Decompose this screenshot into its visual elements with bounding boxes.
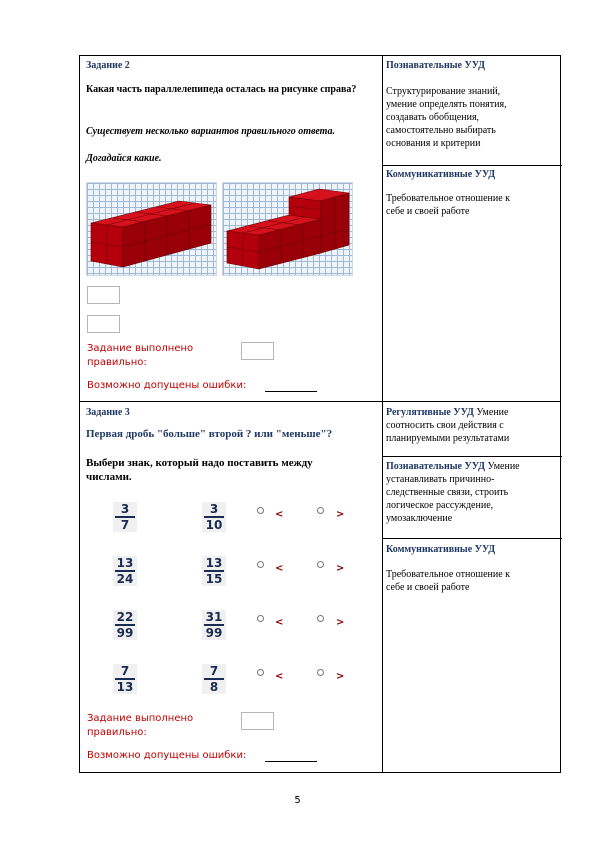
less-radio[interactable] (257, 507, 264, 514)
task3-cognitive-block: Познавательные УУД Умение устанавливать причинно- следственные связи, строить логическое рассуждение, умозаключение (386, 461, 520, 524)
task3-errors-line[interactable] (265, 761, 317, 762)
task2-errors-label: Возможно допущены ошибки: (87, 380, 247, 391)
column-divider (382, 56, 383, 772)
row-divider (80, 401, 560, 402)
full-parallelepiped-image (86, 182, 217, 276)
task3-score-box[interactable] (241, 712, 274, 730)
fraction-right: 3 10 (202, 502, 226, 532)
uud-table (79, 55, 561, 773)
fraction-right: 7 8 (202, 664, 226, 694)
greater-sign: > (336, 617, 345, 628)
task3-question: Первая дробь "больше" второй ? или "меньше"? (86, 428, 333, 440)
less-sign: < (275, 671, 284, 682)
page-number: 5 (294, 795, 301, 806)
task3-done-label: Задание выполнено (87, 713, 194, 724)
fraction-left: 7 13 (113, 664, 137, 694)
answer-box-2[interactable] (87, 315, 120, 333)
less-radio[interactable] (257, 561, 264, 568)
greater-sign: > (336, 671, 345, 682)
greater-sign: > (336, 509, 345, 520)
less-radio[interactable] (257, 615, 264, 622)
answer-box-1[interactable] (87, 286, 120, 304)
task2-done-label-2: правильно: (87, 357, 147, 368)
task2-title: Задание 2 (86, 60, 130, 71)
task2-communicative-title: Коммуникативные УУД (386, 169, 496, 180)
fraction-left: 13 24 (113, 556, 137, 586)
task2-errors-line[interactable] (265, 391, 317, 392)
greater-radio[interactable] (317, 669, 324, 676)
fraction-right: 13 15 (202, 556, 226, 586)
task2-hint: Существует несколько вариантов правильного ответа. (86, 126, 335, 137)
less-sign: < (275, 563, 284, 574)
task2-score-box[interactable] (241, 342, 274, 360)
fraction-left: 3 7 (113, 502, 137, 532)
task3-communicative-text: Требовательное отношение к себе и своей работе (386, 569, 511, 593)
less-radio[interactable] (257, 669, 264, 676)
greater-radio[interactable] (317, 507, 324, 514)
less-sign: < (275, 509, 284, 520)
partial-parallelepiped-image (222, 182, 353, 276)
greater-radio[interactable] (317, 615, 324, 622)
task2-question: Какая часть параллелепипеда осталась на рисунке справа? (86, 84, 357, 95)
task3-errors-label: Возможно допущены ошибки: (87, 750, 247, 761)
fraction-right: 31 99 (202, 610, 226, 640)
task3-regulative-block: Регулятивные УУД Умение соотносить свои действия с планируемыми результатами (386, 407, 510, 444)
task2-cognitive-title: Познавательные УУД (386, 60, 486, 71)
greater-sign: > (336, 563, 345, 574)
task3-regulative-title: Регулятивные УУД (386, 407, 474, 418)
cell-divider (383, 456, 562, 457)
less-sign: < (275, 617, 284, 628)
task3-instruction: Выбери знак, который надо поставить между (86, 457, 313, 469)
task2-hint-2: Догадайся какие. (86, 153, 162, 164)
task3-done-label-2: правильно: (87, 727, 147, 738)
task2-communicative-text: Требовательное отношение к себе и своей работе (386, 193, 511, 217)
fraction-left: 22 99 (113, 610, 137, 640)
cell-divider (383, 165, 562, 166)
task2-done-label: Задание выполнено (87, 343, 194, 354)
task3-cognitive-title: Познавательные УУД (386, 461, 486, 472)
task3-communicative-title: Коммуникативные УУД (386, 544, 496, 555)
greater-radio[interactable] (317, 561, 324, 568)
task2-cognitive-text: Структурирование знаний, умение определять понятия, создавать обобщения, самостоятельно выбирать основания и критерии (386, 86, 507, 149)
task3-title: Задание 3 (86, 407, 130, 418)
task3-instruction-2: числами. (86, 471, 132, 483)
cell-divider (383, 538, 562, 539)
